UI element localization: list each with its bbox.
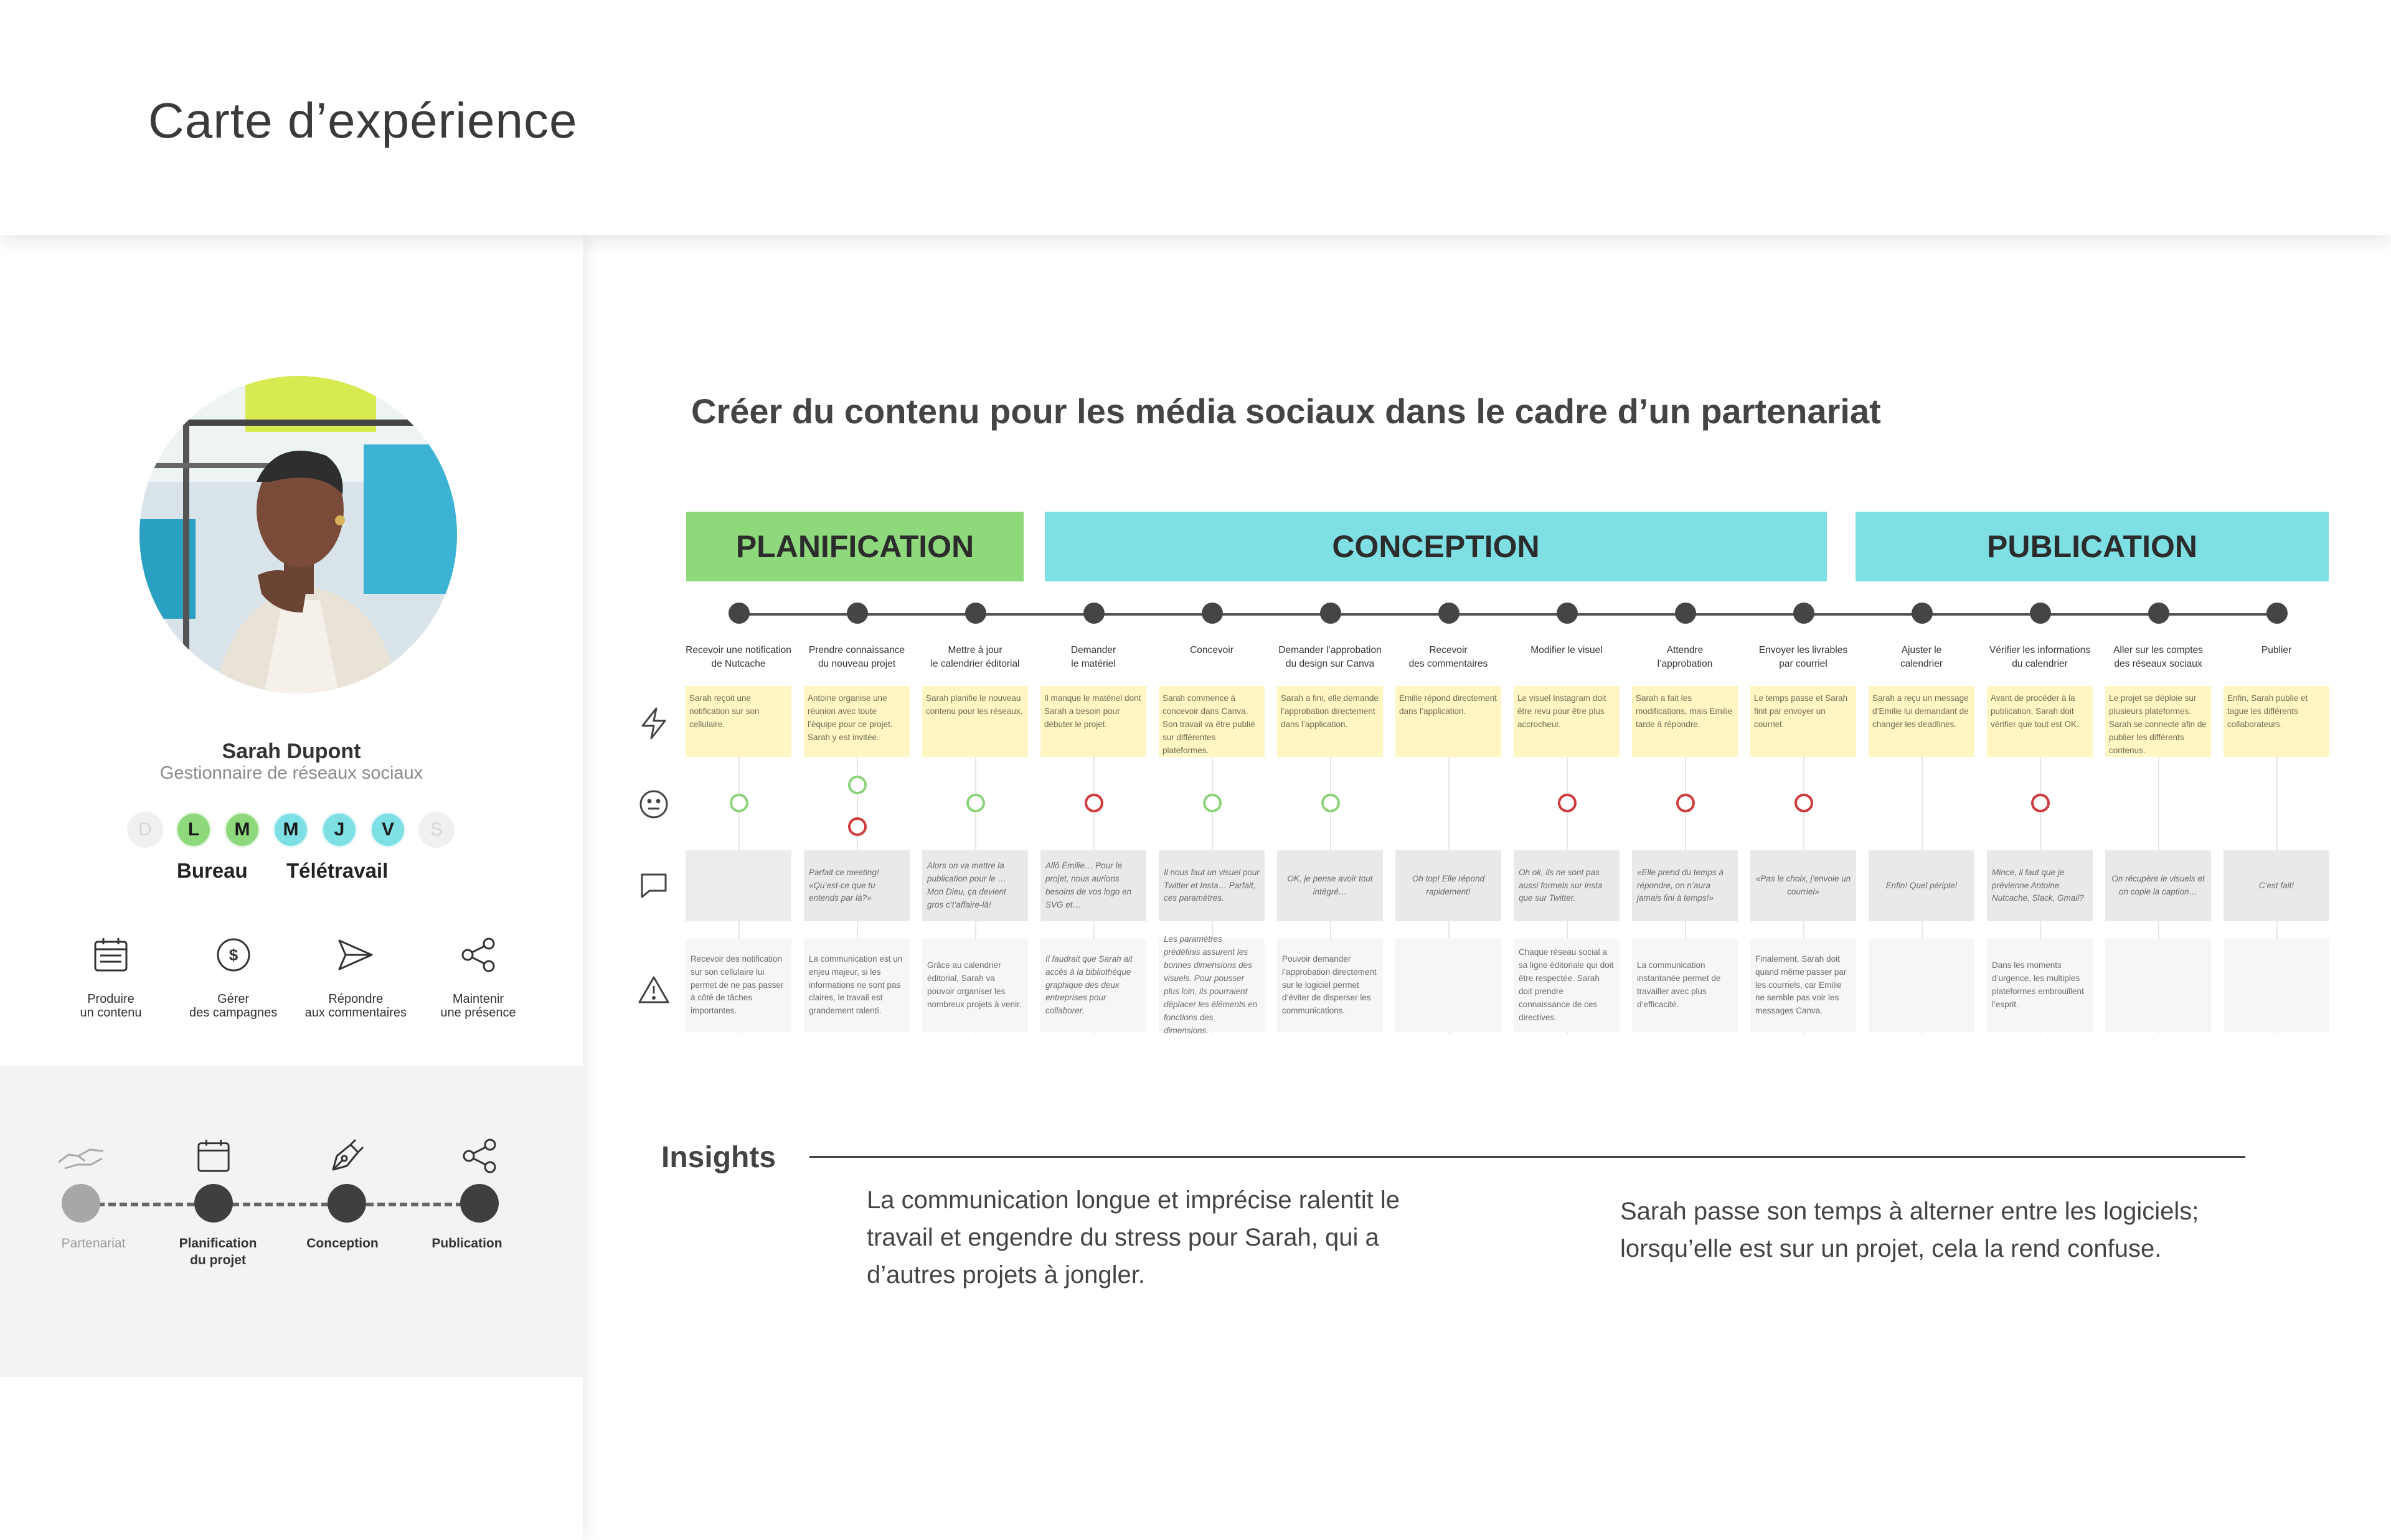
- step-title: Concevoir: [1190, 645, 1233, 655]
- insight-text: La communication longue et imprécise ralentit le travail et engendre du stress pour Sarah, qui a d’autres projets à jongler.: [867, 1186, 1400, 1289]
- quote-note: Enfin! Quel périple!: [1869, 850, 1974, 921]
- pain-note: Grâce au calendrier éditorial, Sarah va pouvoir organiser les nombreux projets à venir.: [922, 939, 1028, 1032]
- emotion-negative: [1085, 794, 1103, 812]
- office-label: Bureau: [177, 859, 248, 882]
- speech-bubble-icon: [636, 868, 671, 903]
- action-note: Sarah a reçu un message d’Emilie lui demandant de changer les deadlines.: [1869, 686, 1974, 757]
- insight-text: Sarah passe son temps à alterner entre les logiciels; lorsqu’elle est sur un projet, cela la rend confuse.: [1620, 1198, 2199, 1262]
- quote-note: «Pas le choix, j’envoie un courriel»: [1750, 850, 1856, 921]
- pain-note: [2105, 939, 2211, 1032]
- step-dot: [1083, 603, 1105, 624]
- insights-title: Insights: [661, 1141, 776, 1174]
- emotion-negative: [2031, 794, 2050, 812]
- task-produce-content: [55, 935, 167, 1020]
- step-dot: [729, 603, 750, 624]
- step-title: Modifier le visuel: [1530, 645, 1603, 655]
- step-title: Vérifier les informations du calendrier: [1989, 645, 2090, 670]
- task-maintain-presence: [422, 935, 534, 1020]
- calendar-icon: [189, 1134, 238, 1178]
- day-friday: V: [370, 812, 406, 848]
- step-title: Attendre l’approbation: [1657, 645, 1713, 670]
- action-note: Le temps passe et Sarah finit par envoyer un courriel.: [1750, 686, 1856, 757]
- step-title: Ajuster le calendrier: [1900, 645, 1943, 670]
- action-note: Sarah planifie le nouveau contenu pour les réseaux.: [922, 686, 1028, 757]
- phase-planification: PLANIFICATION: [686, 512, 1024, 581]
- workdays: [127, 812, 455, 848]
- emotion-positive: [730, 794, 748, 812]
- step-title: Demander l’approbation du design sur Canva: [1278, 645, 1382, 670]
- step-dot: [1320, 603, 1341, 624]
- pain-note: La communication instantanée permet de travailler avec plus d’efficacité.: [1632, 939, 1738, 1032]
- quote-note: Mince, il faut que je prévienne Antoine. Nutcache, Slack, Gmail?: [1987, 850, 2093, 921]
- task-manage-campaigns: [177, 935, 290, 1020]
- map-title: Créer du contenu pour les média sociaux dans le cadre d’un partenariat: [691, 392, 1881, 431]
- step-title: Publier: [2261, 645, 2292, 655]
- day-tuesday: M: [224, 812, 260, 848]
- share-icon: [455, 1134, 504, 1178]
- page-header: [0, 0, 2391, 235]
- pain-note: Recevoir des notification sur son cellulaire lui permet de ne pas passer à côté de tâches importantes.: [686, 939, 791, 1032]
- task-reply-comments: [299, 935, 412, 1020]
- dollar-icon: [214, 935, 253, 975]
- action-note: Avant de procéder à la publication, Sarah doit vérifier que tout est OK.: [1987, 686, 2093, 757]
- action-note: Sarah reçoit une notification sur son cellulaire.: [686, 686, 791, 757]
- warning-icon: [636, 972, 671, 1007]
- calendar-icon: [91, 935, 131, 975]
- page-title: Carte d’expérience: [148, 93, 578, 148]
- avatar: [139, 376, 457, 693]
- emotion-positive: [1203, 794, 1222, 812]
- task-label: Produire un contenu: [80, 992, 142, 1020]
- quote-note: Oh top! Elle répond rapidement!: [1395, 850, 1501, 921]
- pain-note: Il faudrait que Sarah ait accès à la bibliothèque graphique des deux entreprises pour collaborer.: [1040, 939, 1146, 1032]
- handshake-icon: [56, 1134, 106, 1178]
- action-note: Sarah a fini, elle demande l’approbation directement dans l’application.: [1277, 686, 1383, 757]
- step-dot: [1912, 603, 1933, 624]
- phase-conception: CONCEPTION: [1045, 512, 1827, 581]
- quote-note: Oh ok, ils ne sont pas aussi formels sur insta que sur Twitter.: [1514, 850, 1620, 921]
- step-dot: [2148, 603, 2169, 624]
- step-dot: [1675, 603, 1696, 624]
- step-dot: [1557, 603, 1578, 624]
- action-note: Le projet se déploie sur plusieurs plateformes. Sarah se connecte afin de publier les différents contenus.: [2105, 686, 2211, 757]
- journey-step-dot: [328, 1184, 366, 1223]
- persona-name: Sarah Dupont: [222, 739, 361, 763]
- day-saturday: S: [418, 812, 455, 848]
- step-dot: [847, 603, 868, 624]
- quote-note: C’est fait!: [2224, 850, 2329, 921]
- quote-note: «Elle prend du temps à répondre, on n’aura jamais fini à temps!»: [1632, 850, 1738, 921]
- quote-note: Allô Émilie… Pour le projet, nous aurions besoins de vos logo en SVG et…: [1040, 850, 1146, 921]
- journey-label: Partenariat: [61, 1236, 126, 1251]
- task-label: Gérer des campagnes: [189, 992, 278, 1020]
- insights-divider: [809, 1156, 2245, 1158]
- journey-step-dot: [194, 1184, 233, 1223]
- quote-note: Alors on va mettre la publication pour le … Mon Dieu, ça devient gros c’t’affaire-là!: [922, 850, 1028, 921]
- persona-tasks: [55, 935, 534, 1020]
- day-sunday: D: [127, 812, 163, 848]
- pain-note: Dans les moments d’urgence, les multiples plateformes embrouillent l’esprit.: [1987, 939, 2093, 1032]
- task-label: Maintenir une présence: [440, 992, 516, 1020]
- quote-note: Parfait ce meeting! «Qu’est-ce que tu entends par là?»: [804, 850, 910, 921]
- journey-label: Publication: [432, 1236, 502, 1251]
- remote-label: Télétravail: [286, 859, 389, 882]
- pain-note: Finalement, Sarah doit quand même passer par les courriels, car Emilie ne semble pas voir les messages Canva.: [1750, 939, 1856, 1032]
- step-title: Prendre connaissance du nouveau projet: [808, 645, 905, 670]
- pain-note: Les paramètres prédéfinis assurent les bonnes dimensions des visuels. Pour pousser plus loin, ils pourraient déplacer les éléments en fonctions des dimensions.: [1159, 939, 1265, 1032]
- quote-note: OK, je pense avoir tout intégré…: [1277, 850, 1383, 921]
- step-dot: [1438, 603, 1460, 624]
- day-wednesday: M: [273, 812, 309, 848]
- step-dot: [2030, 603, 2051, 624]
- action-note: Antoine organise une réunion avec toute l’équipe pour ce projet. Sarah y est invitée.: [804, 686, 910, 757]
- action-note: Sarah commence à concevoir dans Canva. Son travail va être publié sur différentes plateformes.: [1159, 686, 1265, 757]
- pain-note: Chaque réseau social a sa ligne éditoriale qui doit être respectée. Sarah doit prendre connaissance de ces directives.: [1514, 939, 1620, 1032]
- emotion-negative: [1676, 794, 1695, 812]
- day-thursday: J: [321, 812, 357, 848]
- pain-note: La communication est un enjeu majeur, si les informations ne sont pas claires, le travail est grandement ralenti.: [804, 939, 910, 1032]
- emotion-positive: [966, 794, 985, 812]
- quote-note: On récupère le visuels et on copie la caption…: [2105, 850, 2211, 921]
- persona-role: Gestionnaire de réseaux sociaux: [159, 763, 423, 783]
- step-title: Demander le matériel: [1070, 645, 1116, 670]
- action-note: Il manque le matériel dont Sarah a besoin pour débuter le projet.: [1040, 686, 1146, 757]
- pain-note: Pouvoir demander l’approbation directement sur le logiciel permet d’éviter de disperser les communications.: [1277, 939, 1383, 1032]
- step-dot: [965, 603, 986, 624]
- emotion-positive: [848, 776, 867, 794]
- pain-note: [1395, 939, 1501, 1032]
- svg-text:$: $: [229, 946, 238, 964]
- emotion-negative: [1794, 794, 1813, 812]
- step-dot: [1793, 603, 1814, 624]
- lightning-icon: [636, 706, 671, 741]
- emotion-negative: [1558, 794, 1577, 812]
- journey-step-dot: [460, 1184, 499, 1223]
- step-title: Aller sur les comptes des réseaux sociaux: [2113, 645, 2203, 670]
- action-note: Emilie répond directement dans l’application.: [1395, 686, 1501, 757]
- journey-step-dot: [62, 1184, 100, 1223]
- action-note: Le visuel Instagram doit être revu pour être plus accrocheur.: [1514, 686, 1620, 757]
- journey-label: Planification du projet: [179, 1236, 257, 1268]
- emotion-positive: [1321, 794, 1340, 812]
- action-note: Sarah a fait les modifications, mais Emilie tarde à répondre.: [1632, 686, 1738, 757]
- pen-tool-icon: [322, 1134, 372, 1178]
- action-note: Enfin, Sarah publie et tague les différents collaborateurs.: [2224, 686, 2329, 757]
- quote-note: [686, 850, 791, 921]
- quote-note: Il nous faut un visuel pour Twitter et Insta… Parfait, ces paramètres.: [1159, 850, 1265, 921]
- persona-sidebar: [0, 235, 583, 1540]
- journey-panel: [0, 1066, 583, 1377]
- journey-label: Conception: [306, 1236, 379, 1251]
- face-icon: [636, 787, 671, 822]
- step-title: Envoyer les livrables par courriel: [1758, 645, 1848, 670]
- step-dot: [1202, 603, 1223, 624]
- phase-publication: PUBLICATION: [1856, 512, 2329, 581]
- emotion-negative: [848, 817, 867, 836]
- pain-note: [2224, 939, 2329, 1032]
- day-monday: L: [176, 812, 212, 848]
- step-title: Recevoir des commentaires: [1408, 645, 1488, 670]
- send-icon: [336, 935, 375, 975]
- pain-note: [1869, 939, 1974, 1032]
- share-icon: [458, 935, 498, 975]
- step-dot: [2266, 603, 2288, 624]
- task-label: Répondre aux commentaires: [304, 992, 407, 1020]
- step-title: Recevoir une notification de Nutcache: [686, 645, 791, 670]
- step-title: Mettre à jour le calendrier éditorial: [930, 645, 1020, 670]
